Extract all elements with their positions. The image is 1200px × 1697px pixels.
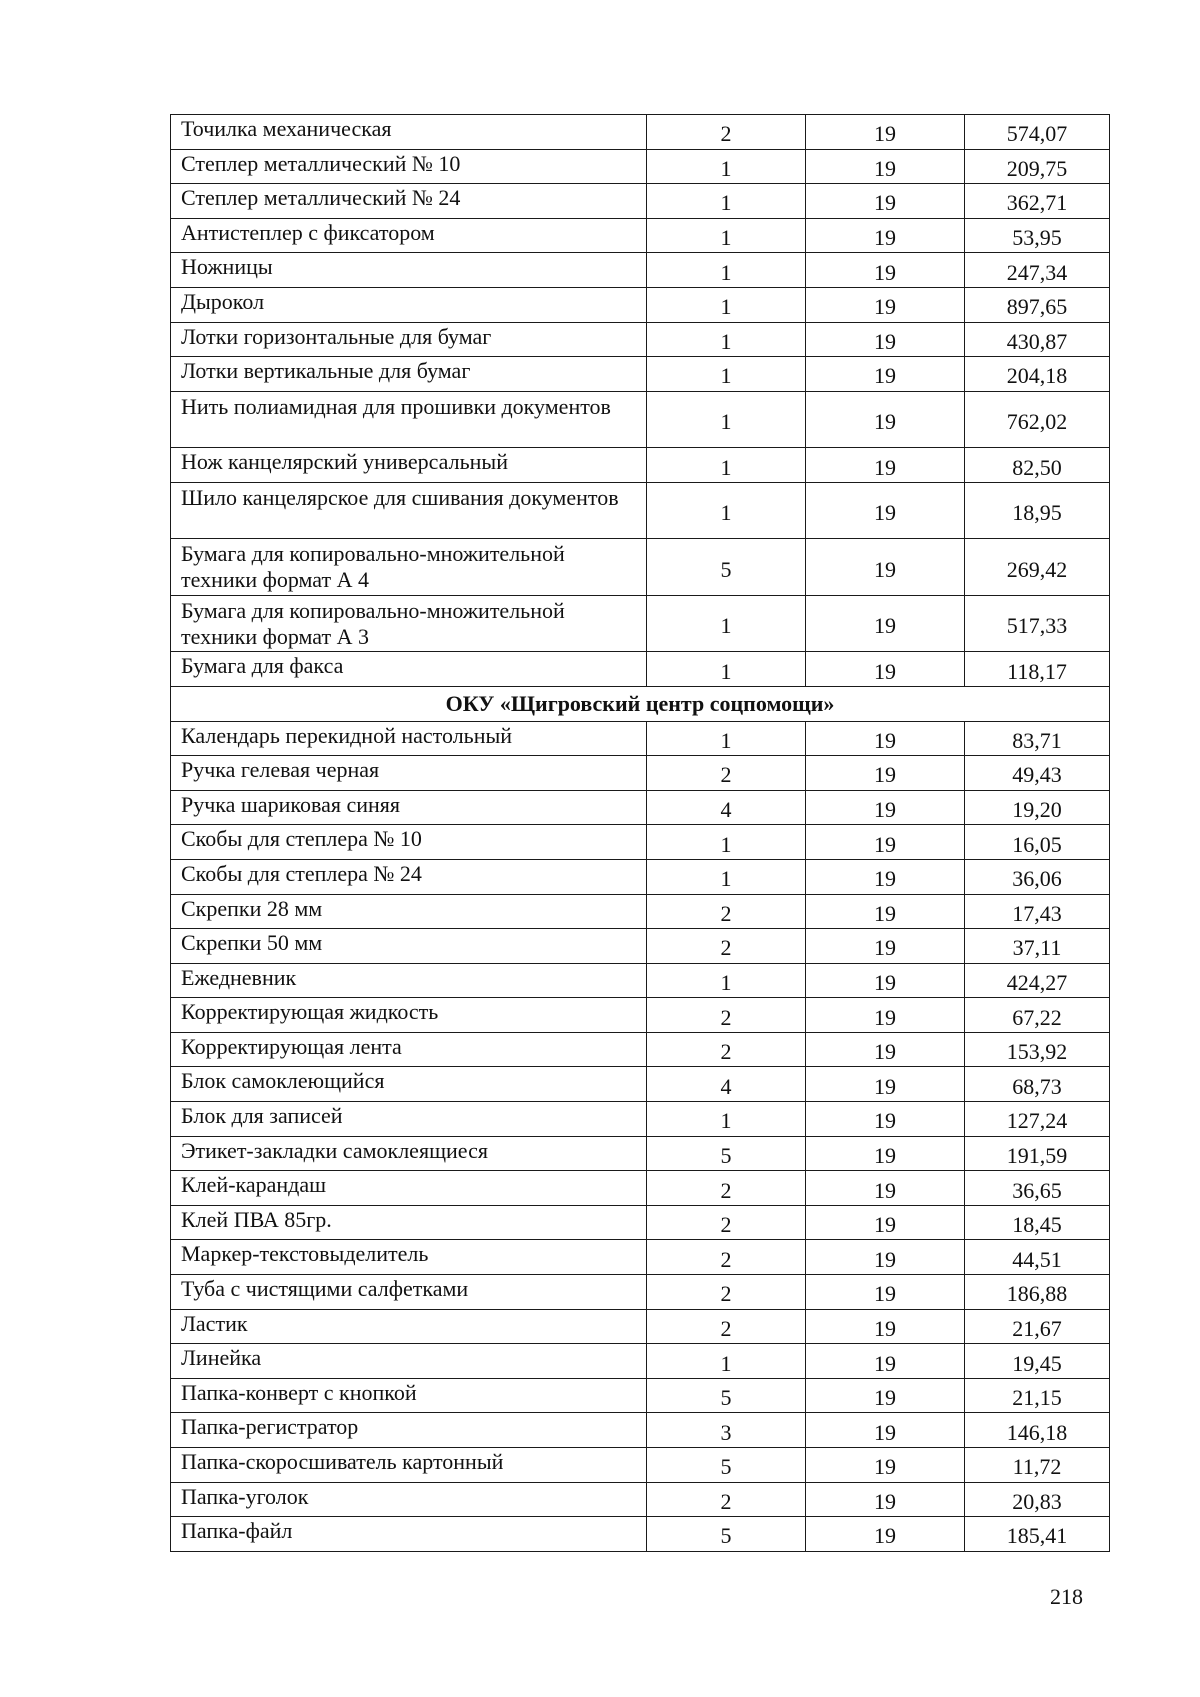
price-cell: 118,17 [965, 652, 1110, 687]
price-cell: 36,65 [965, 1171, 1110, 1206]
quantity-cell: 2 [647, 894, 806, 929]
table-row [171, 963, 1110, 998]
quantity-cell: 1 [647, 1344, 806, 1379]
term-cell: 19 [806, 1517, 965, 1552]
price-cell: 68,73 [965, 1067, 1110, 1102]
item-name-cell: Нить полиамидная для прошивки документов [171, 391, 647, 448]
quantity-cell: 4 [647, 1067, 806, 1102]
price-cell: 204,18 [965, 357, 1110, 392]
item-name-cell: Бумага для факса [171, 652, 647, 687]
item-name-cell: Ручка шариковая синяя [171, 790, 647, 825]
quantity-cell: 1 [647, 253, 806, 288]
quantity-cell: 1 [647, 322, 806, 357]
quantity-cell: 1 [647, 595, 806, 652]
quantity-cell: 1 [647, 149, 806, 184]
item-name-cell: Ножницы [171, 253, 647, 288]
item-name-cell: Степлер металлический № 24 [171, 184, 647, 219]
term-cell: 19 [806, 721, 965, 756]
item-name-cell: Нож канцелярский универсальный [171, 448, 647, 483]
term-cell: 19 [806, 1309, 965, 1344]
term-cell: 19 [806, 149, 965, 184]
term-cell: 19 [806, 998, 965, 1033]
table-row [171, 1171, 1110, 1206]
item-name-cell: Блок самоклеющийся [171, 1067, 647, 1102]
table-row [171, 539, 1110, 596]
quantity-cell: 1 [647, 448, 806, 483]
price-cell: 44,51 [965, 1240, 1110, 1275]
item-name-cell: Ручка гелевая черная [171, 756, 647, 791]
item-name-cell: Точилка механическая [171, 115, 647, 150]
quantity-cell: 1 [647, 859, 806, 894]
table-row [171, 149, 1110, 184]
quantity-cell: 5 [647, 1448, 806, 1483]
item-name-cell: Папка-скоросшиватель картонный [171, 1448, 647, 1483]
item-name-cell: Календарь перекидной настольный [171, 721, 647, 756]
item-name-cell: Скобы для степлера № 10 [171, 825, 647, 860]
term-cell: 19 [806, 859, 965, 894]
item-name-cell: Клей-карандаш [171, 1171, 647, 1206]
quantity-cell: 2 [647, 1482, 806, 1517]
quantity-cell: 2 [647, 1240, 806, 1275]
term-cell: 19 [806, 1205, 965, 1240]
price-cell: 21,67 [965, 1309, 1110, 1344]
price-cell: 269,42 [965, 539, 1110, 596]
term-cell: 19 [806, 1102, 965, 1137]
item-name-cell: Папка-уголок [171, 1482, 647, 1517]
item-name-cell: Скрепки 28 мм [171, 894, 647, 929]
price-cell: 19,45 [965, 1344, 1110, 1379]
supplies-table [170, 114, 1110, 1552]
table-row [171, 287, 1110, 322]
item-name-cell: Папка-файл [171, 1517, 647, 1552]
term-cell: 19 [806, 894, 965, 929]
term-cell: 19 [806, 1413, 965, 1448]
term-cell: 19 [806, 929, 965, 964]
item-name-cell: Линейка [171, 1344, 647, 1379]
section-header-row [171, 686, 1110, 721]
price-cell: 82,50 [965, 448, 1110, 483]
term-cell: 19 [806, 357, 965, 392]
item-name-cell: Клей ПВА 85гр. [171, 1205, 647, 1240]
price-cell: 574,07 [965, 115, 1110, 150]
price-cell: 11,72 [965, 1448, 1110, 1483]
price-cell: 83,71 [965, 721, 1110, 756]
quantity-cell: 1 [647, 825, 806, 860]
price-cell: 209,75 [965, 149, 1110, 184]
price-cell: 247,34 [965, 253, 1110, 288]
quantity-cell: 5 [647, 1517, 806, 1552]
quantity-cell: 2 [647, 1205, 806, 1240]
price-cell: 67,22 [965, 998, 1110, 1033]
item-name-cell: Ластик [171, 1309, 647, 1344]
term-cell: 19 [806, 322, 965, 357]
quantity-cell: 1 [647, 1102, 806, 1137]
item-name-cell: Маркер-текстовыделитель [171, 1240, 647, 1275]
quantity-cell: 5 [647, 539, 806, 596]
item-name-cell: Блок для записей [171, 1102, 647, 1137]
quantity-cell: 2 [647, 998, 806, 1033]
table-row [171, 859, 1110, 894]
term-cell: 19 [806, 595, 965, 652]
quantity-cell: 3 [647, 1413, 806, 1448]
table-row [171, 1136, 1110, 1171]
price-cell: 430,87 [965, 322, 1110, 357]
term-cell: 19 [806, 825, 965, 860]
price-cell: 362,71 [965, 184, 1110, 219]
quantity-cell: 4 [647, 790, 806, 825]
table-row [171, 253, 1110, 288]
table-row [171, 790, 1110, 825]
term-cell: 19 [806, 1171, 965, 1206]
table-row [171, 1413, 1110, 1448]
term-cell: 19 [806, 1378, 965, 1413]
quantity-cell: 1 [647, 482, 806, 539]
term-cell: 19 [806, 1482, 965, 1517]
item-name-cell: Корректирующая жидкость [171, 998, 647, 1033]
quantity-cell: 2 [647, 1275, 806, 1310]
price-cell: 19,20 [965, 790, 1110, 825]
price-cell: 20,83 [965, 1482, 1110, 1517]
table-row [171, 1517, 1110, 1552]
price-cell: 36,06 [965, 859, 1110, 894]
price-cell: 16,05 [965, 825, 1110, 860]
quantity-cell: 5 [647, 1136, 806, 1171]
term-cell: 19 [806, 218, 965, 253]
table-row [171, 998, 1110, 1033]
price-cell: 127,24 [965, 1102, 1110, 1137]
table-row [171, 756, 1110, 791]
table-row [171, 184, 1110, 219]
table-row [171, 652, 1110, 687]
table-row [171, 115, 1110, 150]
section-title: ОКУ «Щигровский центр соцпомощи» [171, 686, 1110, 721]
price-cell: 37,11 [965, 929, 1110, 964]
term-cell: 19 [806, 253, 965, 288]
item-name-cell: Бумага для копировально-множительной техники формат А 3 [171, 595, 647, 652]
quantity-cell: 2 [647, 1171, 806, 1206]
term-cell: 19 [806, 115, 965, 150]
term-cell: 19 [806, 1240, 965, 1275]
term-cell: 19 [806, 652, 965, 687]
item-name-cell: Антистеплер с фиксатором [171, 218, 647, 253]
item-name-cell: Степлер металлический № 10 [171, 149, 647, 184]
term-cell: 19 [806, 1067, 965, 1102]
table-row [171, 929, 1110, 964]
item-name-cell: Скобы для степлера № 24 [171, 859, 647, 894]
term-cell: 19 [806, 539, 965, 596]
table-row [171, 825, 1110, 860]
item-name-cell: Папка-регистратор [171, 1413, 647, 1448]
item-name-cell: Скрепки 50 мм [171, 929, 647, 964]
quantity-cell: 1 [647, 721, 806, 756]
price-cell: 53,95 [965, 218, 1110, 253]
quantity-cell: 5 [647, 1378, 806, 1413]
term-cell: 19 [806, 1136, 965, 1171]
term-cell: 19 [806, 1032, 965, 1067]
item-name-cell: Дырокол [171, 287, 647, 322]
quantity-cell: 2 [647, 756, 806, 791]
table-row [171, 391, 1110, 448]
price-cell: 185,41 [965, 1517, 1110, 1552]
table-row [171, 894, 1110, 929]
item-name-cell: Бумага для копировально-множительной техники формат А 4 [171, 539, 647, 596]
term-cell: 19 [806, 391, 965, 448]
term-cell: 19 [806, 448, 965, 483]
table-row [171, 1378, 1110, 1413]
table-row [171, 1032, 1110, 1067]
price-cell: 153,92 [965, 1032, 1110, 1067]
table-row [171, 482, 1110, 539]
quantity-cell: 1 [647, 652, 806, 687]
table-row [171, 1448, 1110, 1483]
table-row [171, 218, 1110, 253]
price-cell: 17,43 [965, 894, 1110, 929]
table-row [171, 1205, 1110, 1240]
term-cell: 19 [806, 756, 965, 791]
price-cell: 517,33 [965, 595, 1110, 652]
table-row [171, 595, 1110, 652]
term-cell: 19 [806, 963, 965, 998]
price-cell: 21,15 [965, 1378, 1110, 1413]
table-row [171, 721, 1110, 756]
item-name-cell: Корректирующая лента [171, 1032, 647, 1067]
term-cell: 19 [806, 184, 965, 219]
price-cell: 146,18 [965, 1413, 1110, 1448]
item-name-cell: Ежедневник [171, 963, 647, 998]
price-cell: 424,27 [965, 963, 1110, 998]
table-row [171, 322, 1110, 357]
quantity-cell: 1 [647, 357, 806, 392]
table-row [171, 1275, 1110, 1310]
quantity-cell: 1 [647, 184, 806, 219]
item-name-cell: Лотки вертикальные для бумаг [171, 357, 647, 392]
term-cell: 19 [806, 1448, 965, 1483]
quantity-cell: 1 [647, 963, 806, 998]
item-name-cell: Этикет-закладки самоклеящиеся [171, 1136, 647, 1171]
term-cell: 19 [806, 790, 965, 825]
table-row [171, 1309, 1110, 1344]
table-row [171, 357, 1110, 392]
term-cell: 19 [806, 287, 965, 322]
term-cell: 19 [806, 1275, 965, 1310]
item-name-cell: Шило канцелярское для сшивания документов [171, 482, 647, 539]
quantity-cell: 2 [647, 1032, 806, 1067]
quantity-cell: 1 [647, 218, 806, 253]
table-row [171, 1482, 1110, 1517]
item-name-cell: Лотки горизонтальные для бумаг [171, 322, 647, 357]
term-cell: 19 [806, 482, 965, 539]
table-row [171, 1102, 1110, 1137]
table-row [171, 1344, 1110, 1379]
price-cell: 49,43 [965, 756, 1110, 791]
quantity-cell: 1 [647, 287, 806, 322]
table-row [171, 1067, 1110, 1102]
quantity-cell: 2 [647, 115, 806, 150]
table-row [171, 1240, 1110, 1275]
item-name-cell: Туба с чистящими салфетками [171, 1275, 647, 1310]
quantity-cell: 2 [647, 1309, 806, 1344]
table-row [171, 448, 1110, 483]
price-cell: 897,65 [965, 287, 1110, 322]
price-cell: 18,95 [965, 482, 1110, 539]
quantity-cell: 1 [647, 391, 806, 448]
page-number: 218 [1050, 1584, 1083, 1609]
supplies-table-body [171, 115, 1110, 1552]
item-name-cell: Папка-конверт с кнопкой [171, 1378, 647, 1413]
price-cell: 186,88 [965, 1275, 1110, 1310]
price-cell: 191,59 [965, 1136, 1110, 1171]
price-cell: 18,45 [965, 1205, 1110, 1240]
price-cell: 762,02 [965, 391, 1110, 448]
term-cell: 19 [806, 1344, 965, 1379]
quantity-cell: 2 [647, 929, 806, 964]
